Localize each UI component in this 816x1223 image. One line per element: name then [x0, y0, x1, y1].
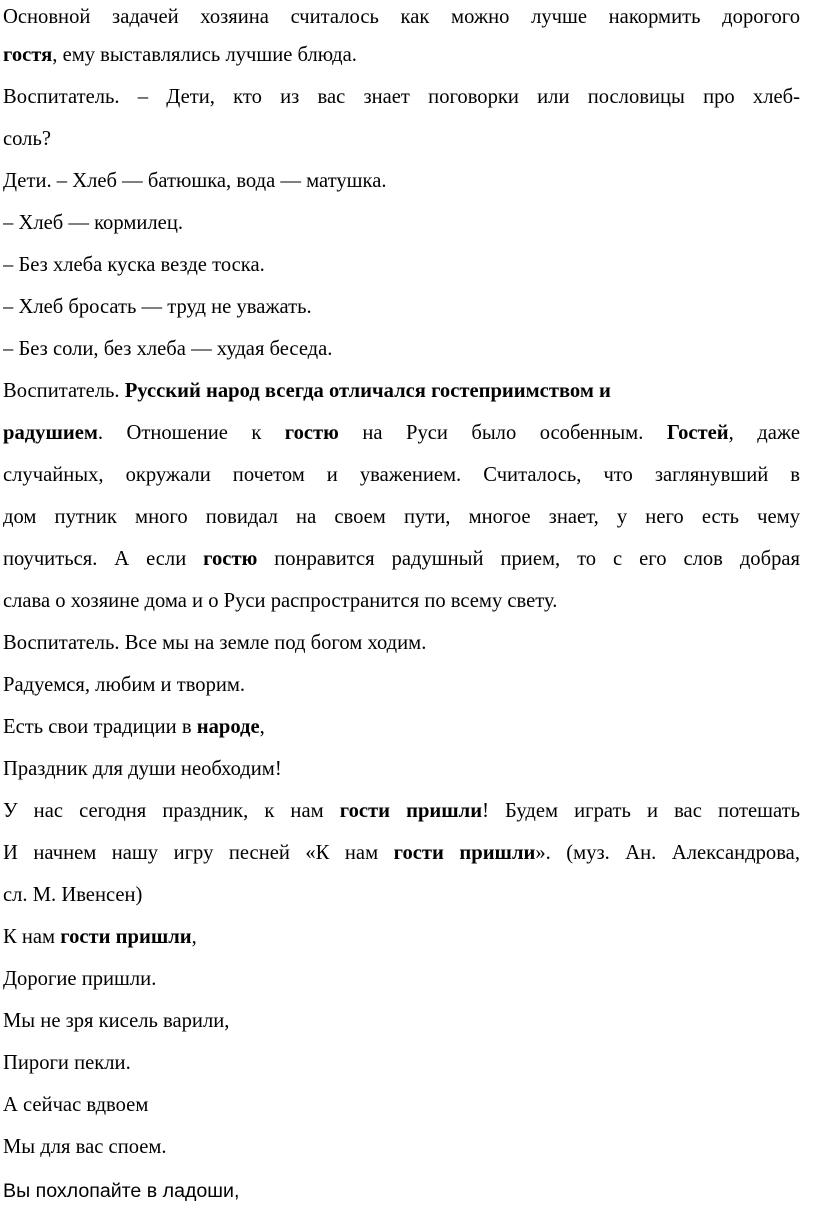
- text-line: Мы не зря кисель варили,: [3, 1010, 230, 1032]
- text-line: Дети. – Хлеб — батюшка, вода — матушка.: [3, 170, 387, 192]
- text-line: Праздник для души необходим!: [3, 758, 282, 780]
- text-line: Дорогие пришли.: [3, 968, 157, 990]
- text-line: Воспитатель. – Дети, кто из вас знает поговорки или пословицы про хлеб-: [3, 86, 800, 108]
- text-line: Воспитатель. Все мы на земле под богом ходим.: [3, 632, 427, 654]
- text-line: Радуемся, любим и творим.: [3, 674, 246, 696]
- text-line: радушием. Отношение к гостю на Руси было особенным. Гостей, даже: [3, 422, 800, 444]
- text-line: Мы для вас споем.: [3, 1136, 167, 1158]
- text-line: – Хлеб бросать — труд не уважать.: [3, 296, 312, 318]
- text-line: – Хлеб — кормилец.: [3, 212, 183, 234]
- text-line: У нас сегодня праздник, к нам гости пришли! Будем играть и вас потешать: [3, 800, 800, 822]
- text-line: слава о хозяине дома и о Руси распространится по всему свету.: [3, 590, 558, 612]
- text-line: Пироги пекли.: [3, 1052, 131, 1074]
- text-line: дом путник много повидал на своем пути, многое знает, у него есть чему: [3, 506, 800, 528]
- text-line: Есть свои традиции в народе,: [3, 716, 265, 738]
- text-line: Основной задачей хозяина считалось как можно лучше накормить дорогого: [3, 6, 800, 28]
- text-line: Воспитатель. Русский народ всегда отличался гостеприимством и: [3, 380, 611, 402]
- text-line: сл. М. Ивенсен): [3, 884, 143, 906]
- text-line: А сейчас вдвоем: [3, 1094, 149, 1116]
- text-line: гостя, ему выставлялись лучшие блюда.: [3, 44, 357, 66]
- text-line: поучиться. А если гостю понравится радушный прием, то с его слов добрая: [3, 548, 800, 570]
- text-line: случайных, окружали почетом и уважением. Считалось, что заглянувший в: [3, 464, 800, 486]
- text-line: соль?: [3, 128, 51, 150]
- text-line: К нам гости пришли,: [3, 926, 197, 948]
- text-line: Вы похлопайте в ладоши,: [3, 1180, 240, 1202]
- text-line: – Без хлеба куска везде тоска.: [3, 254, 265, 276]
- text-line: – Без соли, без хлеба — худая беседа.: [3, 338, 333, 360]
- text-line: И начнем нашу игру песней «К нам гости пришли». (муз. Ан. Александрова,: [3, 842, 800, 864]
